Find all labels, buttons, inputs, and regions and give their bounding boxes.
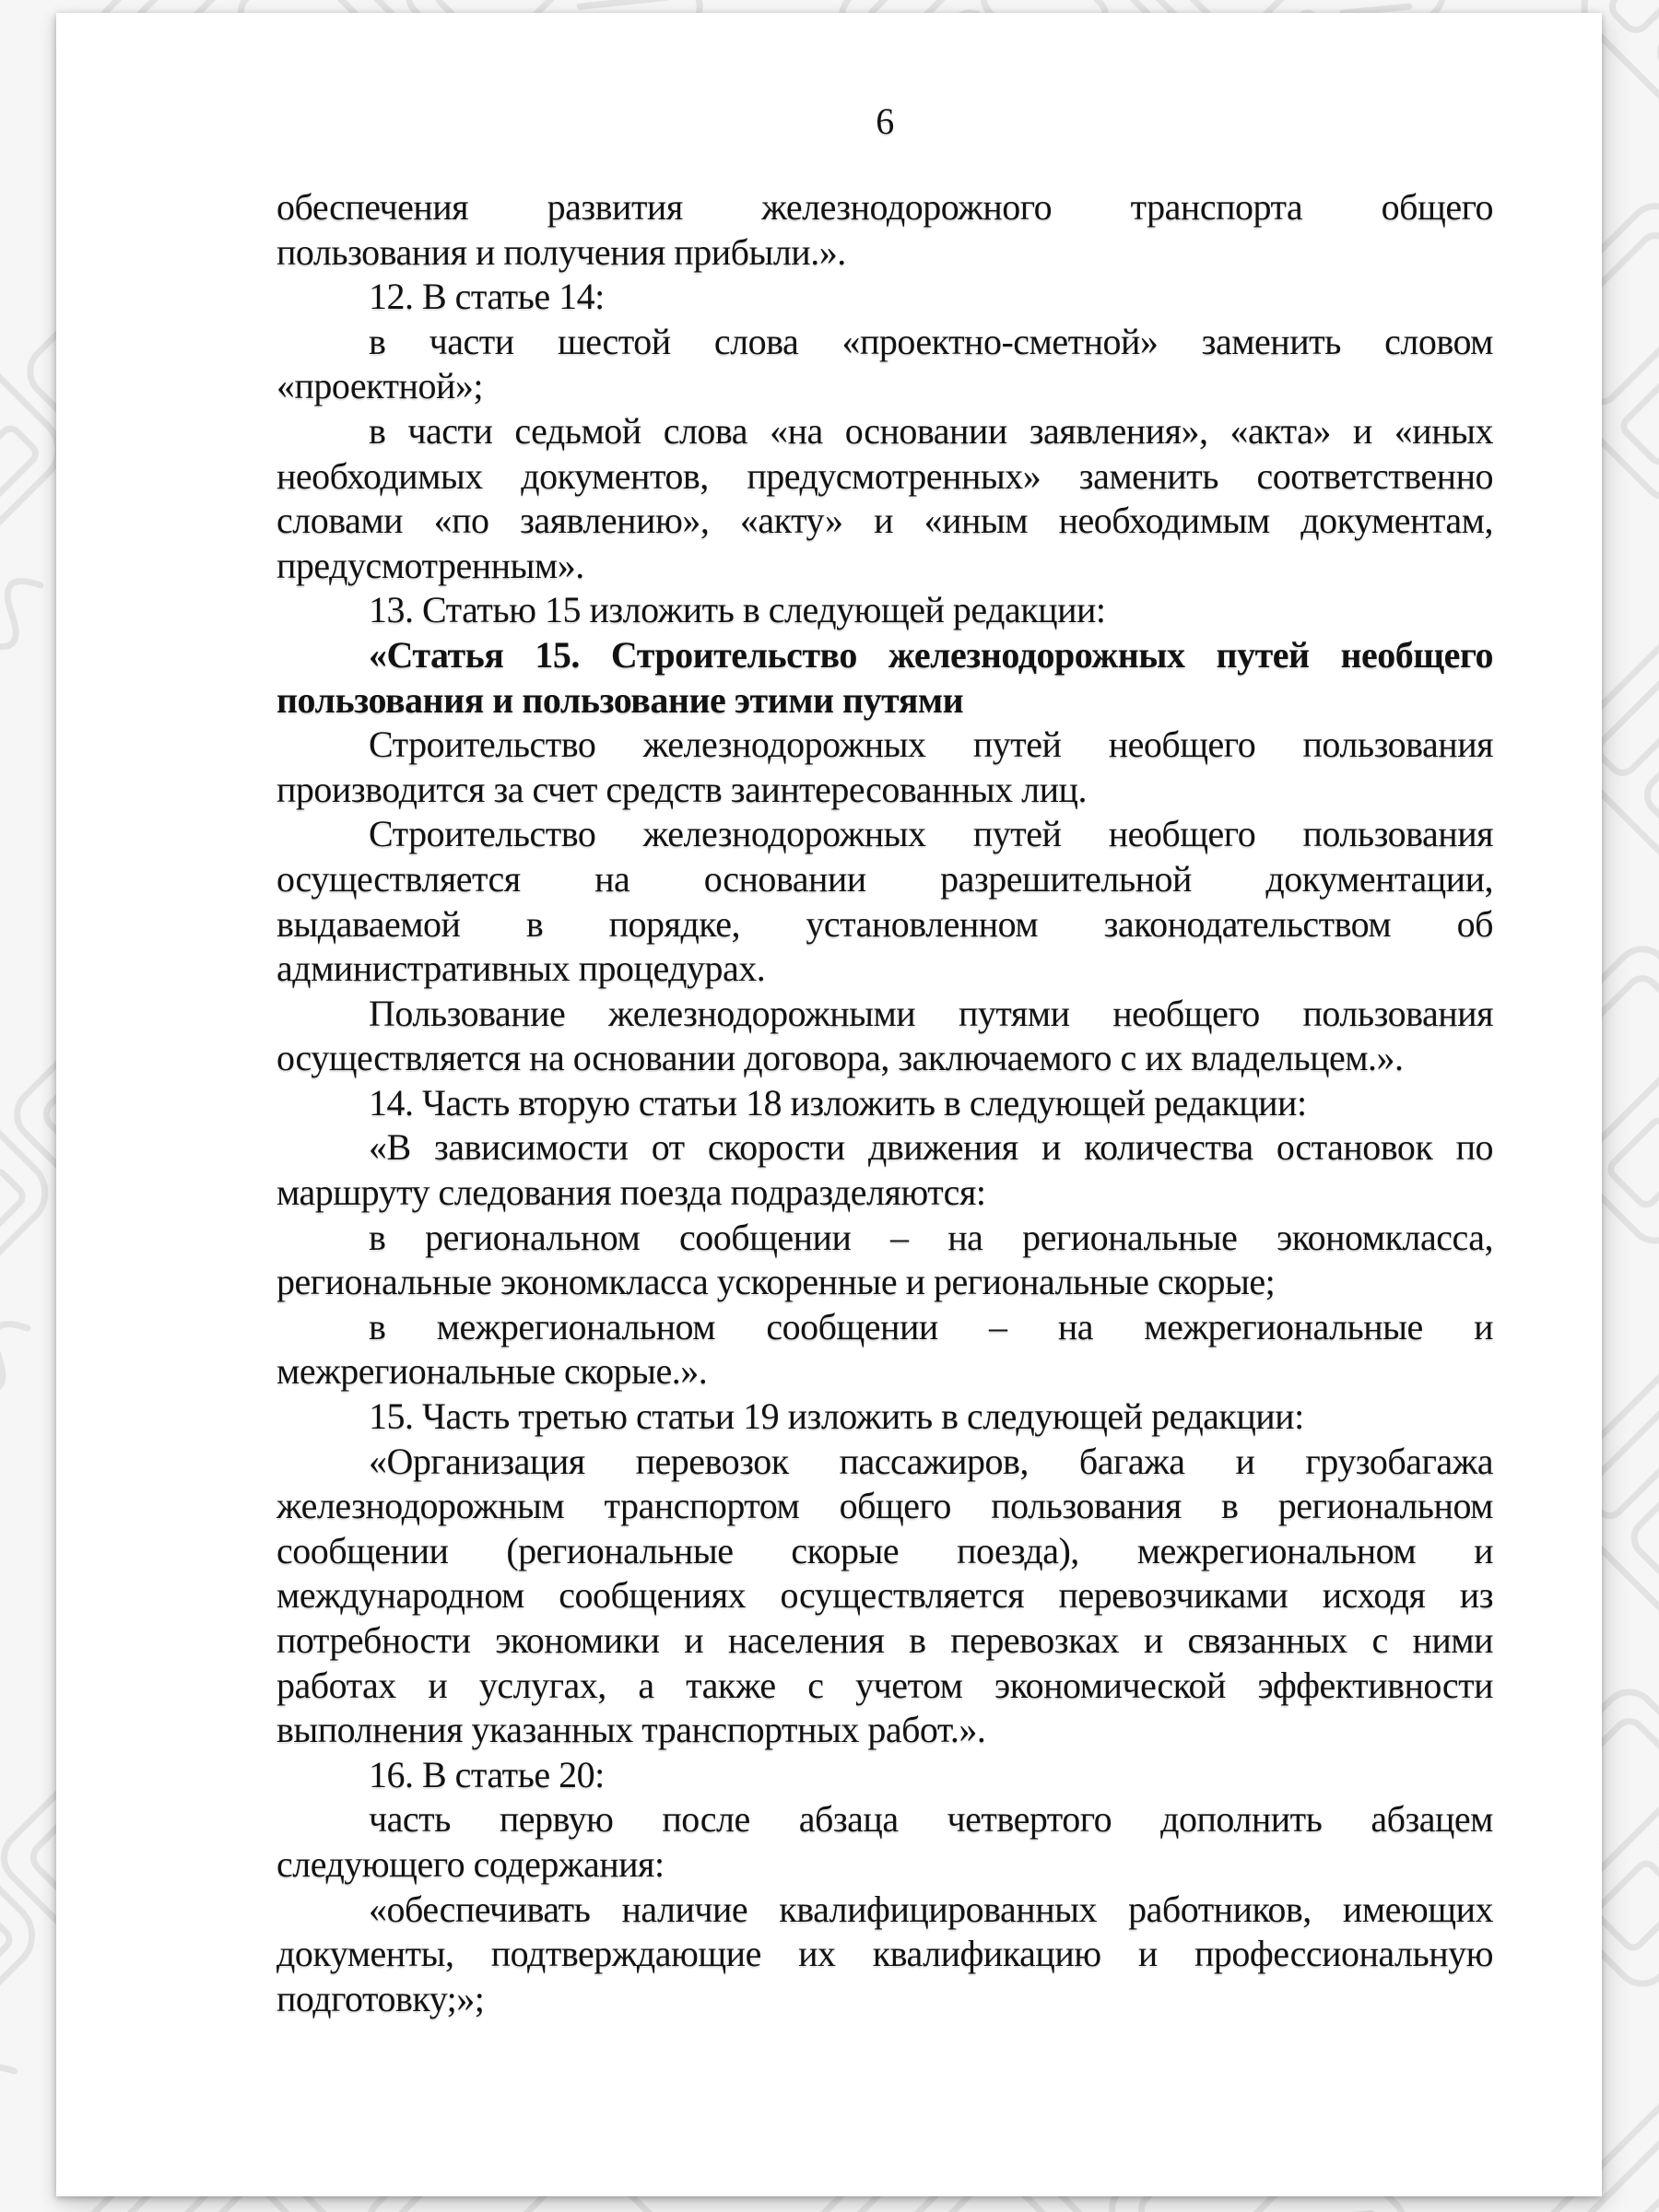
text-line: маршруту следования поезда подразделяются:	[276, 1171, 986, 1214]
text-line: Строительство железнодорожных путей необщего пользования	[369, 724, 1493, 766]
text-line: административных процедурах.	[276, 947, 766, 990]
text-line: работах и услугах, а также с учетом экономической эффективности	[276, 1664, 1493, 1706]
text-line: в региональном сообщении – на региональные экономкласса,	[369, 1216, 1493, 1258]
paragraph	[276, 320, 1493, 409]
text-line: следующего содержания:	[276, 1842, 665, 1885]
text-line: 13. Статью 15 изложить в следующей редакции:	[369, 589, 1106, 631]
text-line: производится за счет средств заинтересованных лиц.	[276, 768, 1087, 810]
paragraph	[276, 275, 1493, 320]
text-line: 14. Часть вторую статьи 18 изложить в следующей редакции:	[369, 1081, 1307, 1124]
text-line: сообщении (региональные скорые поезда), межрегиональном и	[276, 1529, 1493, 1571]
text-line: «проектной»;	[276, 365, 483, 407]
paragraph	[276, 1753, 1493, 1798]
text-line: выдаваемой в порядке, установленном законодательством об	[276, 902, 1493, 945]
paragraph	[276, 1216, 1493, 1305]
paragraph	[276, 723, 1493, 812]
text-line: документы, подтверждающие их квалификацию и профессиональную	[276, 1933, 1493, 1975]
paragraph	[276, 409, 1493, 588]
text-line: Строительство железнодорожных путей необщего пользования	[369, 813, 1493, 855]
text-line: часть первую после абзаца четвертого дополнить абзацем	[369, 1798, 1493, 1841]
page-content	[276, 13, 1493, 2021]
paragraph	[276, 812, 1493, 991]
text-line: межрегиональные скорые.».	[276, 1350, 708, 1393]
text-line: пользования и пользование этими путями	[276, 678, 964, 721]
text-line: обеспечения развития железнодорожного транспорта общего	[276, 186, 1493, 228]
paragraph	[276, 992, 1493, 1081]
text-line: 12. В статье 14:	[369, 276, 605, 318]
text-line: выполнения указанных транспортных работ.».	[276, 1709, 986, 1751]
text-line: международном сообщениях осуществляется перевозчиками исходя из	[276, 1574, 1493, 1617]
document-page	[56, 13, 1602, 2196]
page-number: 6	[876, 100, 894, 142]
text-line: в части седьмой слова «на основании заявления», «акта» и «иных	[369, 409, 1493, 452]
paragraph	[276, 1440, 1493, 1753]
text-line: подготовку;»;	[276, 1977, 485, 2019]
paragraph	[276, 1888, 1493, 2022]
text-line: Пользование железнодорожными путями необщего пользования	[369, 992, 1493, 1034]
paragraph	[276, 588, 1493, 633]
paragraph	[276, 1394, 1493, 1440]
text-line: 15. Часть третью статьи 19 изложить в следующей редакции:	[369, 1395, 1304, 1438]
text-line: пользования и получения прибыли.».	[276, 230, 846, 273]
text-line: осуществляется на основании разрешительной документации,	[276, 857, 1493, 900]
paragraph	[276, 633, 1493, 723]
text-line: «обеспечивать наличие квалифицированных работников, имеющих	[369, 1888, 1493, 1930]
text-line: 16. В статье 20:	[369, 1753, 605, 1795]
text-line: «В зависимости от скорости движения и количества остановок по	[369, 1126, 1493, 1169]
paragraph	[276, 185, 1493, 275]
text-line: осуществляется на основании договора, заключаемого с их владельцем.».	[276, 1037, 1404, 1079]
text-line: «Организация перевозок пассажиров, багажа и грузобагажа	[369, 1440, 1493, 1482]
paragraph	[276, 1797, 1493, 1887]
document-body	[276, 185, 1493, 2021]
text-line: железнодорожным транспортом общего пользования в региональном	[276, 1485, 1493, 1527]
text-line: предусмотренным».	[276, 544, 584, 586]
text-line: в межрегиональном сообщении – на межрегиональные и	[369, 1305, 1493, 1347]
text-line: словами «по заявлению», «акту» и «иным необходимым документам,	[276, 500, 1493, 542]
text-line: региональные экономкласса ускоренные и региональные скорые;	[276, 1261, 1276, 1303]
paragraph	[276, 1305, 1493, 1394]
paragraph	[276, 1081, 1493, 1126]
text-line: необходимых документов, предусмотренных» заменить соответственно	[276, 454, 1493, 497]
text-line: в части шестой слова «проектно-сметной» заменить словом	[369, 320, 1493, 362]
text-line: потребности экономики и населения в перевозках и связанных с ними	[276, 1619, 1493, 1661]
text-line: «Статья 15. Строительство железнодорожных путей необщего	[369, 633, 1493, 676]
paragraph	[276, 1125, 1493, 1215]
